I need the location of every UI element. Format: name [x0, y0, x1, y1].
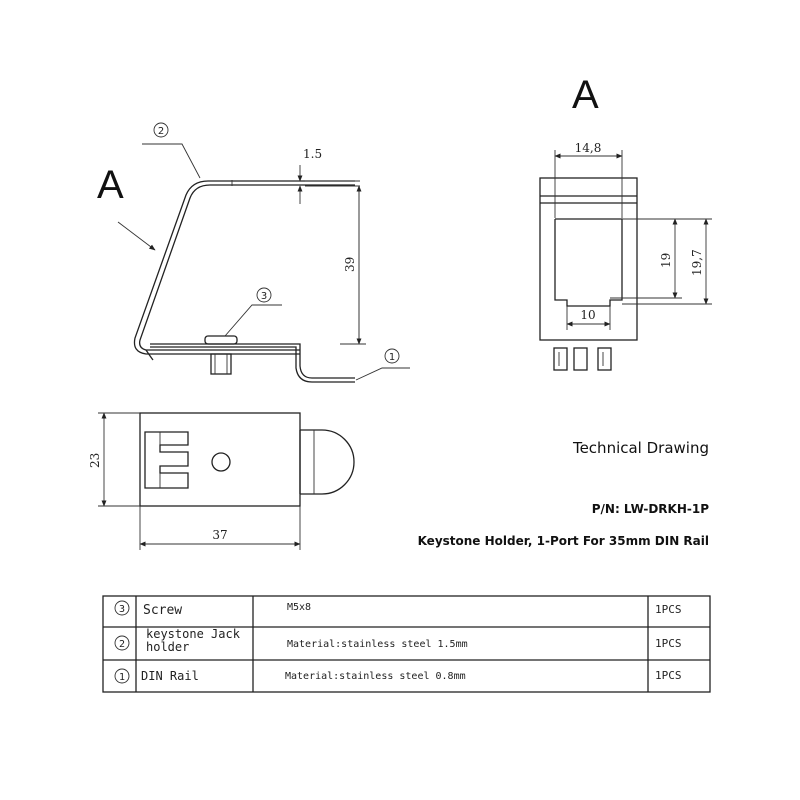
bom-row-qty: 1PCS [655, 603, 682, 616]
bom-row-spec: Material:stainless steel 1.5mm [287, 639, 468, 650]
bom-row-name: Screw [143, 603, 183, 618]
callout-2: 2 [157, 126, 165, 137]
callout-3: 3 [260, 291, 268, 302]
part-number: P/N: LW-DRKH-1P [591, 502, 709, 516]
rounded-tab [300, 430, 354, 494]
bom-row-name: keystone Jack holder [146, 628, 240, 654]
dim-height: 39 [343, 256, 357, 272]
bom-row-spec: Material:stainless steel 0.8mm [285, 671, 466, 682]
din-rail-outline-top [150, 344, 355, 378]
dim-length-top: 37 [212, 528, 228, 542]
table-row [115, 669, 682, 683]
bom-row-number: 2 [118, 639, 126, 650]
top-view [88, 413, 354, 550]
title-block [418, 439, 710, 548]
bom-row-number: 1 [118, 672, 126, 683]
din-rail-outline-bottom [150, 347, 355, 382]
bom-table [103, 596, 710, 692]
part-description: Keystone Holder, 1-Port For 35mm DIN Rail [417, 534, 709, 548]
side-view [97, 123, 410, 382]
pin-right [598, 348, 611, 370]
bom-row-qty: 1PCS [655, 637, 682, 650]
jack-opening [555, 219, 622, 306]
keystone-holder-outline-inner [134, 181, 355, 354]
screw-head [205, 336, 237, 344]
dim-width-top: 23 [88, 452, 102, 468]
front-view [540, 73, 712, 370]
bom-row-name: DIN Rail [141, 669, 199, 683]
bom-row-spec: M5x8 [287, 602, 312, 613]
view-label-front: A [572, 73, 599, 117]
pin-mid [574, 348, 587, 370]
screw-shank [211, 354, 231, 374]
dim-inner-height: 19 [659, 252, 673, 268]
dim-outer-height: 19,7 [690, 249, 704, 276]
table-row [115, 601, 682, 618]
view-direction-arrow [118, 222, 155, 250]
top-outline [140, 413, 300, 506]
holder-lip [146, 350, 153, 360]
bom-row-number: 3 [118, 604, 126, 615]
dim-slot-width: 10 [580, 308, 596, 322]
dim-top-width: 14,8 [574, 141, 602, 155]
drawing-heading: Technical Drawing [572, 439, 709, 457]
screw-hole [212, 453, 230, 471]
keystone-holder-outline-outer [140, 185, 355, 350]
dim-thickness: 1.5 [303, 147, 323, 161]
slot-cutouts [145, 432, 188, 488]
callout-1: 1 [388, 352, 396, 363]
bom-row-qty: 1PCS [655, 669, 682, 682]
pin-left [554, 348, 567, 370]
table-row [115, 628, 682, 659]
view-label-side: A [97, 163, 124, 207]
